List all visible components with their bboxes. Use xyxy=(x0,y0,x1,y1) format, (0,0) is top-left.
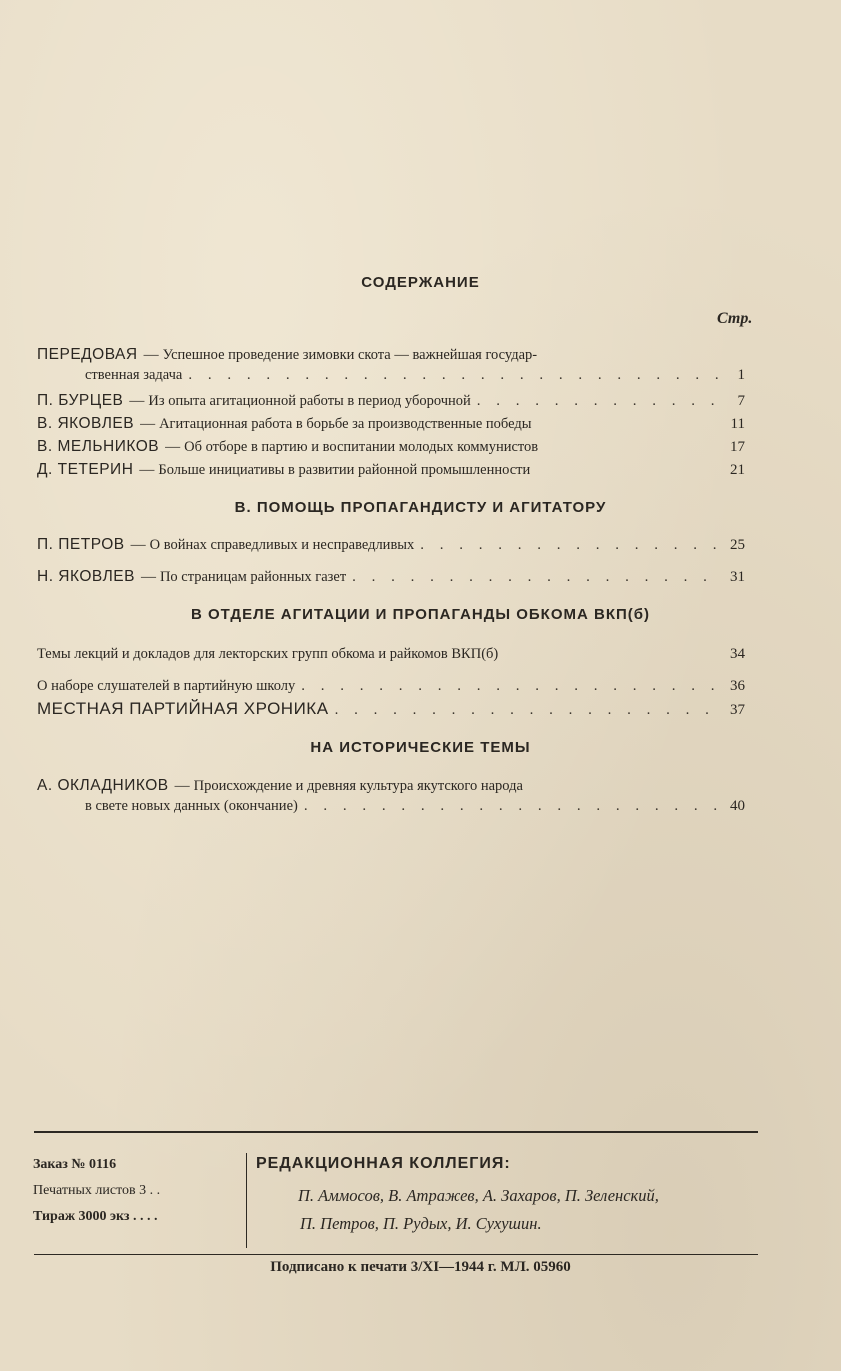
section-heading: НА ИСТОРИЧЕСКИЕ ТЕМЫ xyxy=(310,739,531,756)
toc-title-continued: ственная задача xyxy=(85,367,183,383)
toc-page-number: 31 xyxy=(730,569,745,585)
board-line: П. Петров, П. Рудых, И. Сухушин. xyxy=(300,1214,542,1233)
section-heading: В ОТДЕЛЕ АГИТАЦИИ И ПРОПАГАНДЫ ОБКОМА ВКП(б) xyxy=(190,606,651,623)
toc-page-number: 25 xyxy=(730,537,745,553)
editorial-board-title: РЕДАКЦИОННАЯ КОЛЛЕГИЯ: xyxy=(256,1155,511,1172)
leader-dots xyxy=(352,567,721,587)
toc-author: В. МЕЛЬНИКОВ xyxy=(37,438,160,455)
toc-page-number: 37 xyxy=(730,702,745,718)
printed-sheets: Печатных листов 3 . . xyxy=(33,1183,161,1198)
toc-dash: — xyxy=(129,393,145,409)
toc-entry xyxy=(37,460,745,480)
toc-author: Н. ЯКОВЛЕВ xyxy=(37,568,135,585)
toc-page-number: 7 xyxy=(737,393,745,409)
toc-dash: — xyxy=(165,439,181,455)
toc-dash: — xyxy=(139,462,155,478)
toc-title: Из опыта агитационной работы в период уборочной xyxy=(148,393,471,409)
imprint-block xyxy=(33,1152,160,1230)
toc-entry xyxy=(37,676,745,696)
leader-dots xyxy=(335,700,721,720)
toc-title: О войнах справедливых и несправедливых xyxy=(149,537,415,553)
toc-page-number: 40 xyxy=(730,798,745,814)
page-column-header: Стр. xyxy=(717,310,753,327)
toc-entry xyxy=(37,414,745,434)
toc-entry xyxy=(37,391,745,411)
toc-author: В. ЯКОВЛЕВ xyxy=(37,415,135,432)
leader-dots xyxy=(188,365,721,385)
toc-author: П. ПЕТРОВ xyxy=(37,536,125,553)
toc-title: Темы лекций и докладов для лекторских групп обкома и райкомов ВКП(б) xyxy=(37,646,499,662)
toc-dash: — xyxy=(140,569,156,585)
toc-entry xyxy=(37,437,745,457)
signed-for-print: Подписано к печати 3/XI—1944 г. МЛ. 05960 xyxy=(270,1259,571,1275)
toc-dash: — xyxy=(130,537,146,553)
toc-title: Успешное проведение зимовки скота — важнейшая государ- xyxy=(162,347,538,363)
toc-title: По страницам районных газет xyxy=(159,569,347,585)
board-line: П. Аммосов, В. Атражев, А. Захаров, П. Зеленский, xyxy=(298,1186,659,1205)
toc-page-number: 11 xyxy=(730,416,745,432)
toc-page-number: 36 xyxy=(730,678,745,694)
toc-author: ПЕРЕДОВАЯ xyxy=(37,346,138,363)
toc-title-continued: в свете новых данных (окончание) xyxy=(85,798,298,814)
toc-page-number: 34 xyxy=(730,646,745,662)
toc-page-number: 17 xyxy=(730,439,745,455)
toc-entry xyxy=(37,567,745,587)
toc-entry xyxy=(37,776,745,816)
toc-author: Д. ТЕТЕРИН xyxy=(37,461,134,478)
toc-page-number: 21 xyxy=(730,462,745,478)
toc-title: Об отборе в партию и воспитании молодых коммунистов xyxy=(184,439,539,455)
toc-title: Агитационная работа в борьбе за производственные победы xyxy=(159,416,532,432)
toc-dash: — xyxy=(174,778,190,794)
toc-entry xyxy=(37,535,745,555)
toc-page-number: 1 xyxy=(737,367,745,383)
toc-title: Происхождение и древняя культура якутского народа xyxy=(193,778,523,794)
print-run: Тираж 3000 экз . . . . xyxy=(33,1209,158,1224)
divider-vertical xyxy=(246,1153,247,1248)
editorial-board-members xyxy=(298,1182,748,1238)
contents-title: СОДЕРЖАНИЕ xyxy=(361,274,480,291)
order-number: Заказ № 0116 xyxy=(33,1157,117,1172)
divider-bottom xyxy=(34,1254,758,1255)
toc-title: МЕСТНАЯ ПАРТИЙНАЯ ХРОНИКА xyxy=(37,699,329,718)
toc-dash: — xyxy=(140,416,156,432)
toc-entry xyxy=(37,699,745,720)
toc-title: О наборе слушателей в партийную школу xyxy=(37,678,296,694)
leader-dots xyxy=(304,796,721,816)
toc-entry xyxy=(37,345,745,385)
leader-dots xyxy=(420,535,721,555)
divider-top xyxy=(34,1131,758,1133)
leader-dots xyxy=(301,676,721,696)
toc-entry xyxy=(37,644,745,664)
toc-dash: — xyxy=(143,347,159,363)
leader-dots xyxy=(477,391,721,411)
toc-author: А. ОКЛАДНИКОВ xyxy=(37,777,169,794)
toc-author: П. БУРЦЕВ xyxy=(37,392,124,409)
toc-title: Больше инициативы в развитии районной промышленности xyxy=(158,462,531,478)
section-heading: В. ПОМОЩЬ ПРОПАГАНДИСТУ И АГИТАТОРУ xyxy=(234,499,607,516)
